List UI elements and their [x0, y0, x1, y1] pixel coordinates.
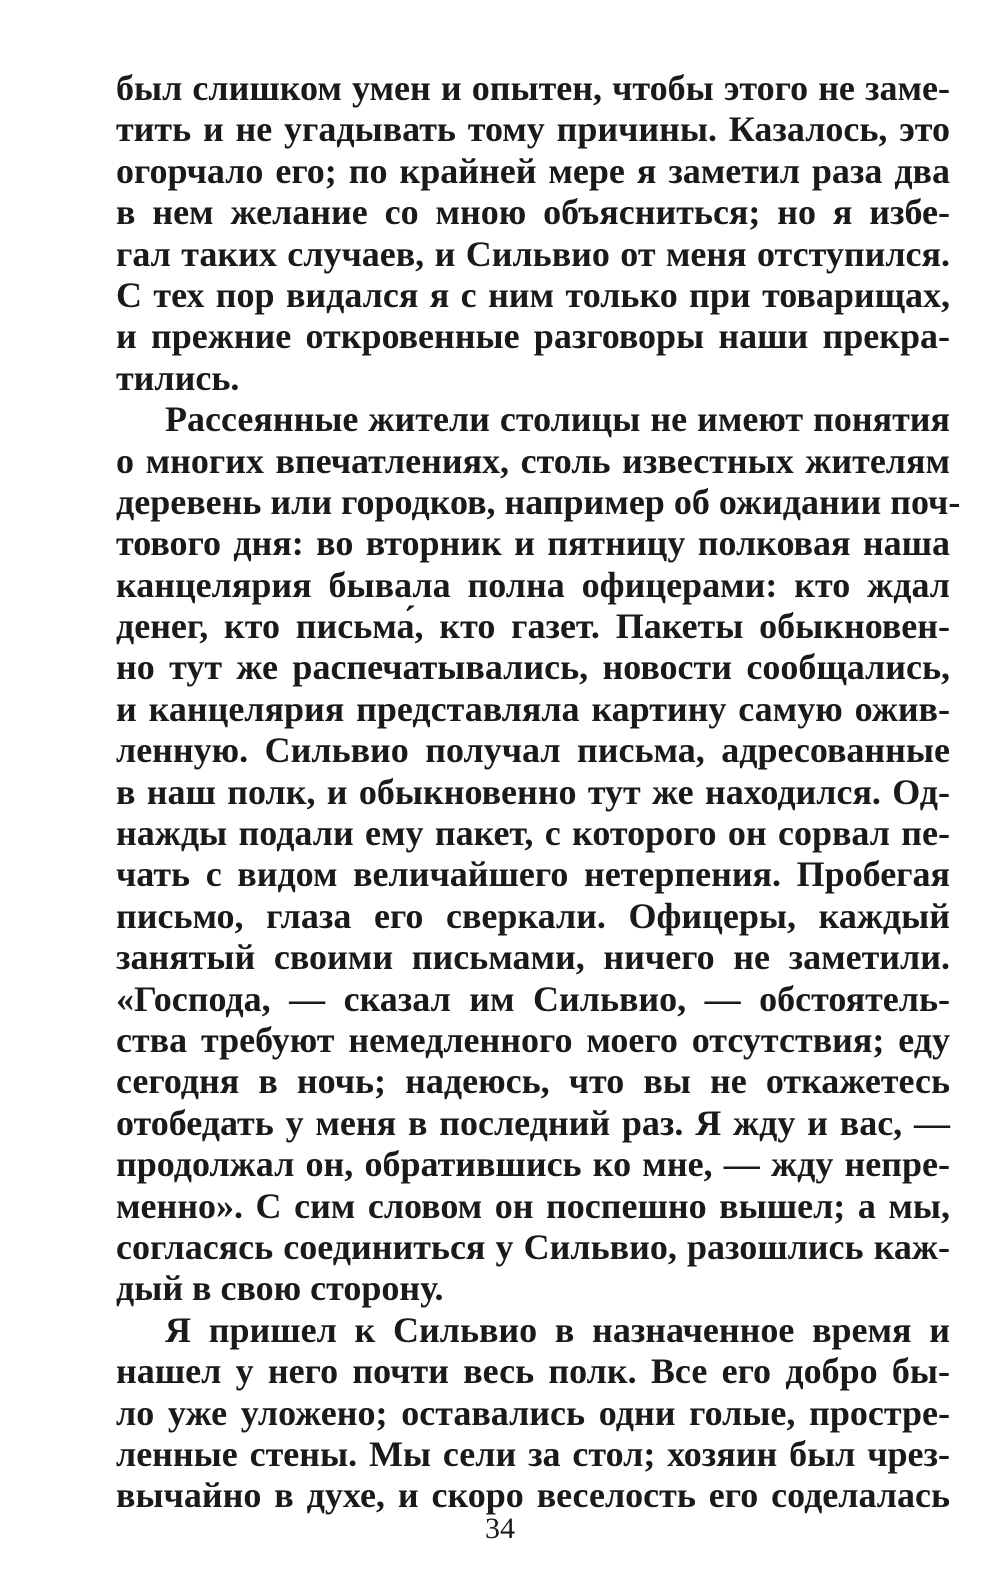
- paragraph-2: [116, 399, 961, 1310]
- text-line: гал таких случаев, и Сильвио от меня отступился.: [116, 233, 950, 274]
- text-line: огорчало его; по крайней мере я заметил раза два: [116, 150, 950, 191]
- text-line: Рассеянные жители столицы не имеют понятия: [165, 399, 950, 440]
- paragraph-1: [116, 68, 950, 399]
- text-line: С тех пор видался я с ним только при товарищах,: [116, 274, 950, 315]
- text-line: ленную. Сильвио получал письма, адресованные: [116, 730, 950, 771]
- text-line: сегодня в ночь; надеюсь, что вы не откажетесь: [116, 1061, 950, 1102]
- text-line: продолжал он, обратившись ко мне, — жду непре-: [116, 1144, 950, 1185]
- text-line: был слишком умен и опытен, чтобы этого не заме-: [116, 68, 950, 108]
- text-line: согласясь соединиться у Сильвио, разошлись каж-: [116, 1226, 950, 1267]
- page-number: 34: [485, 1512, 515, 1545]
- text-line: ства требуют немедленного моего отсутствия; еду: [116, 1019, 950, 1060]
- text-line: о многих впечатлениях, столь известных жителям: [116, 440, 950, 481]
- text-line: тового дня: во вторник и пятницу полковая наша: [116, 523, 950, 564]
- text-line: канцелярия бывала полна офицерами: кто ждал: [116, 564, 950, 605]
- text-line: нашел у него почти весь полк. Все его добро бы-: [116, 1351, 950, 1392]
- text-line: занятый своими письмами, ничего не заметили.: [116, 937, 950, 978]
- paragraph-3: [116, 1310, 950, 1517]
- text-line: вычайно в духе, и скоро веселость его соделалась: [116, 1475, 950, 1516]
- body-text: [116, 68, 961, 1517]
- text-line: Я пришел к Сильвио в назначенное время и: [165, 1309, 950, 1350]
- text-line: нажды подали ему пакет, с которого он сорвал пе-: [116, 813, 950, 854]
- text-line: тить и не угадывать тому причины. Казалось, это: [116, 109, 950, 150]
- text-line: ленные стены. Мы сели за стол; хозяин был чрез-: [116, 1433, 950, 1474]
- text-line: дый в свою сторону.: [116, 1268, 444, 1309]
- text-line: письмо, глаза его сверкали. Офицеры, каждый: [116, 895, 950, 936]
- text-line: отобедать у меня в последний раз. Я жду и вас, —: [116, 1102, 950, 1143]
- text-line: и канцелярия представляла картину самую ожив-: [116, 688, 950, 729]
- text-line: менно». С сим словом он поспешно вышел; а мы,: [116, 1185, 950, 1226]
- text-line: денег, кто письма́, кто газет. Пакеты обыкновен-: [116, 606, 950, 647]
- text-line: и прежние откровенные разговоры наши прекра-: [116, 316, 950, 357]
- text-line: чать с видом величайшего нетерпения. Пробегая: [116, 854, 950, 895]
- text-line: но тут же распечатывались, новости сообщались,: [116, 647, 950, 688]
- text-line: тились.: [116, 357, 240, 398]
- text-line: деревень или городков, например об ожидании поч-: [116, 481, 961, 522]
- text-line: ло уже уложено; оставались одни голые, простре-: [116, 1392, 950, 1433]
- text-line: в наш полк, и обыкновенно тут же находился. Од-: [116, 771, 950, 812]
- text-line: «Господа, — сказал им Сильвио, — обстоятель-: [116, 978, 950, 1019]
- text-line: в нем желание со мною объясниться; но я избе-: [116, 192, 950, 233]
